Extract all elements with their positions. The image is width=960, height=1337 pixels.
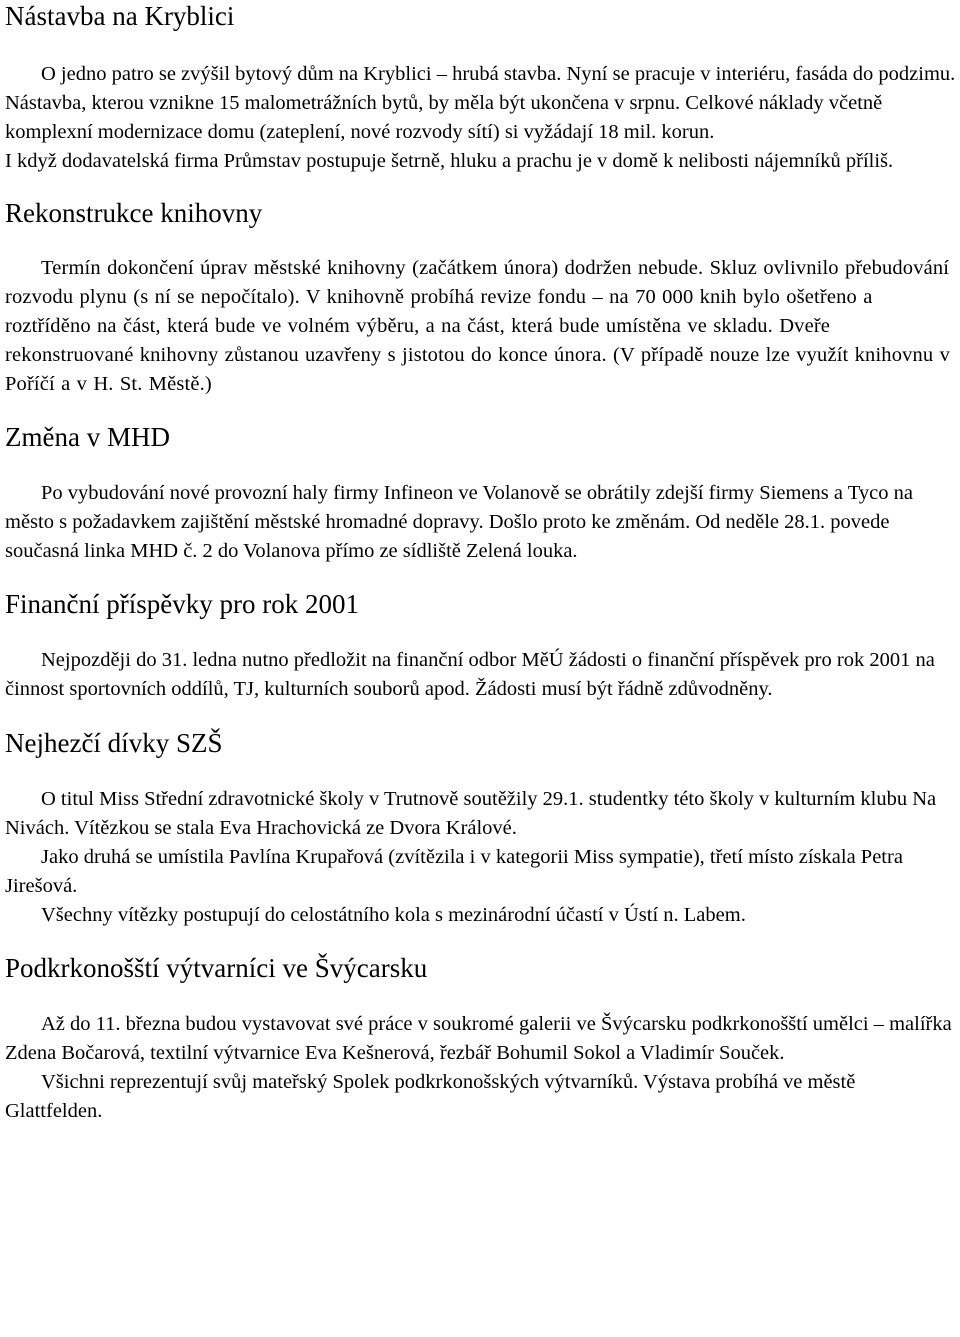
article-paragraph: O titul Miss Střední zdravotnické školy v Trutnově soutěžily 29.1. studentky této školy v kulturním klubu Na Nivách. Vítězkou se stala Eva Hrachovická ze Dvora Králové. <box>5 788 937 839</box>
article-body <box>5 479 956 566</box>
article-title: Rekonstrukce knihovny <box>5 198 263 228</box>
article-body <box>5 1010 956 1126</box>
article-title: Podkrkonošští výtvarníci ve Švýcarsku <box>5 953 428 983</box>
article-paragraph: Jako druhá se umístila Pavlína Krupařová (zvítězila i v kategorii Miss sympatie), třetí místo získala Petra Jirešová. <box>5 846 903 897</box>
article-paragraph: I když dodavatelská firma Průmstav postupuje šetrně, hluku a prachu je v domě k nelibosti nájemníků příliš. <box>5 150 894 172</box>
article-paragraph: Až do 11. března budou vystavovat své práce v soukromé galerii ve Švýcarsku podkrkonošští umělci – malířka Zdena Bočarová, textilní výtvarnice Eva Kešnerová, řezbář Bohumil Sokol a Vladimír Souček. <box>5 1013 952 1064</box>
article-title: Změna v MHD <box>5 422 170 452</box>
article-body <box>5 646 956 704</box>
article-paragraph: Všichni reprezentují svůj mateřský Spolek podkrkonošských výtvarníků. Výstava probíhá ve městě Glattfelden. <box>5 1071 856 1122</box>
article-mhd <box>5 422 956 566</box>
article-body <box>5 60 956 176</box>
article-paragraph: O jedno patro se zvýšil bytový dům na Kryblici – hrubá stavba. Nyní se pracuje v interiéru, fasáda do podzimu. Nástavba, kterou vznikne 15 malometrážních bytů, by měla být ukončena v srpnu. Celkové náklady včetně komplexní modernizace domu (zateplení, nové rozvody sítí) si vyžádají 18 mil. korun. <box>5 63 956 143</box>
article-paragraph: Nejpozději do 31. ledna nutno předložit na finanční odbor MěÚ žádosti o finanční příspěvek pro rok 2001 na činnost sportovních oddílů, TJ, kulturních souborů apod. Žádosti musí být řádně zdůvodněny. <box>5 649 935 700</box>
article-paragraph: Termín dokončení úprav městské knihovny (začátkem února) dodržen nebude. Skluz ovlivnilo přebudování rozvodu plynu (s ní se nepočítalo). V knihovně probíhá revize fondu – na 70 000 knih bylo ošetřeno a roztříděno na část, která bude ve volném výběru, a na část, která bude umístěna ve skladu. Dveře rekonstruované knihovny zůstanou uzavřeny s jistotou do konce února. (V případě nouze lze využít knihovnu v Poříčí a v H. St. Městě.) <box>5 257 950 395</box>
article-body <box>5 785 956 930</box>
article-title: Finanční příspěvky pro rok 2001 <box>5 589 359 619</box>
article-nastavba <box>5 0 956 176</box>
article-body <box>5 254 956 399</box>
article-vytvarnici-svycarsko <box>5 953 956 1126</box>
article-title: Nejhezčí dívky SZŠ <box>5 728 223 758</box>
article-title: Nástavba na Kryblici <box>5 1 235 31</box>
article-knihovna <box>5 198 956 399</box>
article-miss-szs <box>5 728 956 930</box>
article-paragraph: Všechny vítězky postupují do celostátního kola s mezinárodní účastí v Ústí n. Labem. <box>41 904 746 926</box>
article-financni-prispevky <box>5 589 956 704</box>
article-paragraph: Po vybudování nové provozní haly firmy Infineon ve Volanově se obrátily zdejší firmy Siemens a Tyco na město s požadavkem zajištění městské hromadné dopravy. Došlo proto ke změnám. Od neděle 28.1. povede současná linka MHD č. 2 do Volanova přímo ze sídliště Zelená louka. <box>5 482 913 562</box>
